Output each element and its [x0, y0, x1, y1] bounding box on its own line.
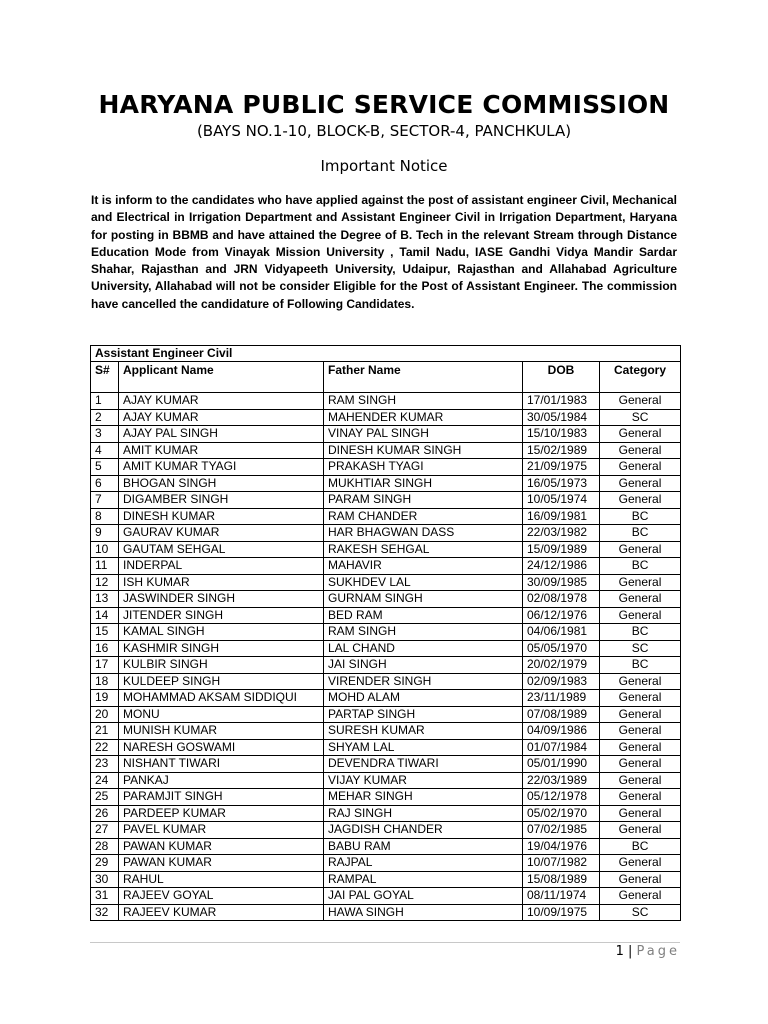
cell-applicant-name: AMIT KUMAR: [119, 442, 324, 459]
cell-category: General: [600, 772, 681, 789]
cell-father-name: JAI SINGH: [324, 657, 523, 674]
cell-category: BC: [600, 657, 681, 674]
cell-applicant-name: AMIT KUMAR TYAGI: [119, 459, 324, 476]
cell-serial: 31: [91, 888, 119, 905]
cell-serial: 4: [91, 442, 119, 459]
cell-dob: 10/05/1974: [523, 492, 600, 509]
cell-serial: 19: [91, 690, 119, 707]
column-header-father-name: Father Name: [324, 362, 523, 393]
page-footer: [616, 944, 680, 959]
cell-category: General: [600, 739, 681, 756]
cell-dob: 20/02/1979: [523, 657, 600, 674]
cell-dob: 15/02/1989: [523, 442, 600, 459]
cell-applicant-name: ISH KUMAR: [119, 574, 324, 591]
cell-dob: 04/09/1986: [523, 723, 600, 740]
cell-category: General: [600, 822, 681, 839]
cell-dob: 15/09/1989: [523, 541, 600, 558]
cell-category: General: [600, 607, 681, 624]
cell-serial: 12: [91, 574, 119, 591]
table-row: [91, 723, 681, 740]
cell-category: General: [600, 492, 681, 509]
cell-dob: 15/10/1983: [523, 426, 600, 443]
cell-serial: 15: [91, 624, 119, 641]
table-row: [91, 855, 681, 872]
column-header-serial: S#: [91, 362, 119, 393]
cell-dob: 30/05/1984: [523, 409, 600, 426]
candidates-table: [90, 345, 681, 921]
cell-applicant-name: KASHMIR SINGH: [119, 640, 324, 657]
table-row: [91, 558, 681, 575]
table-row: [91, 904, 681, 921]
address-subtitle: (BAYS NO.1-10, BLOCK-B, SECTOR-4, PANCHKULA): [196, 122, 572, 140]
cell-father-name: RAJPAL: [324, 855, 523, 872]
cell-serial: 2: [91, 409, 119, 426]
cell-applicant-name: NISHANT TIWARI: [119, 756, 324, 773]
cell-dob: 05/02/1970: [523, 805, 600, 822]
cell-category: SC: [600, 904, 681, 921]
cell-father-name: RAM SINGH: [324, 393, 523, 410]
column-header-category: Category: [600, 362, 681, 393]
cell-serial: 20: [91, 706, 119, 723]
cell-applicant-name: PARAMJIT SINGH: [119, 789, 324, 806]
table-row: [91, 508, 681, 525]
cell-father-name: MEHAR SINGH: [324, 789, 523, 806]
cell-applicant-name: JITENDER SINGH: [119, 607, 324, 624]
cell-serial: 32: [91, 904, 119, 921]
table-row: [91, 838, 681, 855]
cell-father-name: PARTAP SINGH: [324, 706, 523, 723]
table-row: [91, 442, 681, 459]
cell-serial: 11: [91, 558, 119, 575]
cell-category: General: [600, 475, 681, 492]
cell-serial: 18: [91, 673, 119, 690]
cell-serial: 30: [91, 871, 119, 888]
cell-category: SC: [600, 640, 681, 657]
cell-category: General: [600, 673, 681, 690]
cell-dob: 02/08/1978: [523, 591, 600, 608]
cell-applicant-name: INDERPAL: [119, 558, 324, 575]
cell-category: General: [600, 426, 681, 443]
table-row: [91, 772, 681, 789]
cell-applicant-name: PAWAN KUMAR: [119, 855, 324, 872]
cell-category: General: [600, 706, 681, 723]
cell-dob: 05/01/1990: [523, 756, 600, 773]
notice-heading: Important Notice: [320, 157, 448, 175]
notice-paragraph: It is inform to the candidates who have applied against the post of assistant engineer Civil, Mechanical and Electrical in Irrigation Department and Assistant Engineer Civil in Irrigation Department, Haryana for posting in BBMB and have attained the Degree of B. Tech in the relevant Stream through Distance Education Mode from Vinayak Mission University , Tamil Nadu, IASE Gandhi Vidya Mandir Sardar Shahar, Rajasthan and JRN Vidyapeeth University, Udaipur, Rajasthan and Allahabad Agriculture University, Allahabad will not be consider Eligible for the Post of Assistant Engineer. The commission have cancelled the candidature of Following Candidates.: [91, 193, 677, 311]
page-separator: |: [627, 944, 633, 959]
cell-serial: 10: [91, 541, 119, 558]
cell-category: General: [600, 442, 681, 459]
table-row: [91, 475, 681, 492]
cell-category: General: [600, 574, 681, 591]
table-row: [91, 409, 681, 426]
table-row: [91, 706, 681, 723]
table-row: [91, 624, 681, 641]
cell-serial: 5: [91, 459, 119, 476]
table-row: [91, 805, 681, 822]
cell-dob: 22/03/1982: [523, 525, 600, 542]
cell-serial: 21: [91, 723, 119, 740]
cell-category: General: [600, 690, 681, 707]
cell-serial: 17: [91, 657, 119, 674]
cell-category: General: [600, 541, 681, 558]
cell-dob: 21/09/1975: [523, 459, 600, 476]
cell-category: General: [600, 805, 681, 822]
cell-dob: 16/05/1973: [523, 475, 600, 492]
cell-serial: 24: [91, 772, 119, 789]
table-row: [91, 789, 681, 806]
cell-applicant-name: RAJEEV GOYAL: [119, 888, 324, 905]
cell-category: General: [600, 855, 681, 872]
cell-dob: 16/09/1981: [523, 508, 600, 525]
cell-father-name: RAM CHANDER: [324, 508, 523, 525]
cell-applicant-name: MUNISH KUMAR: [119, 723, 324, 740]
cell-applicant-name: NARESH GOSWAMI: [119, 739, 324, 756]
cell-category: General: [600, 789, 681, 806]
table-row: [91, 888, 681, 905]
cell-dob: 01/07/1984: [523, 739, 600, 756]
cell-father-name: MOHD ALAM: [324, 690, 523, 707]
cell-father-name: BED RAM: [324, 607, 523, 624]
cell-applicant-name: GAURAV KUMAR: [119, 525, 324, 542]
table-row: [91, 492, 681, 509]
table-row: [91, 607, 681, 624]
cell-father-name: LAL CHAND: [324, 640, 523, 657]
cell-applicant-name: AJAY KUMAR: [119, 393, 324, 410]
cell-category: General: [600, 459, 681, 476]
cell-serial: 28: [91, 838, 119, 855]
cell-dob: 05/05/1970: [523, 640, 600, 657]
table-row: [91, 426, 681, 443]
cell-applicant-name: GAUTAM SEHGAL: [119, 541, 324, 558]
cell-category: General: [600, 723, 681, 740]
cell-applicant-name: AJAY PAL SINGH: [119, 426, 324, 443]
document-title: HARYANA PUBLIC SERVICE COMMISSION: [98, 90, 670, 119]
cell-applicant-name: MONU: [119, 706, 324, 723]
cell-category: BC: [600, 838, 681, 855]
footer-divider: [90, 942, 680, 943]
cell-category: General: [600, 888, 681, 905]
table-row: [91, 574, 681, 591]
table-row: [91, 690, 681, 707]
table-row: [91, 871, 681, 888]
cell-father-name: GURNAM SINGH: [324, 591, 523, 608]
column-header-applicant-name: Applicant Name: [119, 362, 324, 393]
cell-applicant-name: PAWAN KUMAR: [119, 838, 324, 855]
cell-father-name: RAJ SINGH: [324, 805, 523, 822]
cell-dob: 02/09/1983: [523, 673, 600, 690]
table-row: [91, 756, 681, 773]
cell-dob: 04/06/1981: [523, 624, 600, 641]
cell-category: BC: [600, 624, 681, 641]
table-row: [91, 657, 681, 674]
table-header-row: [91, 362, 681, 393]
cell-category: General: [600, 871, 681, 888]
cell-father-name: DEVENDRA TIWARI: [324, 756, 523, 773]
cell-dob: 30/09/1985: [523, 574, 600, 591]
cell-dob: 10/07/1982: [523, 855, 600, 872]
table-row: [91, 525, 681, 542]
cell-father-name: MAHENDER KUMAR: [324, 409, 523, 426]
cell-dob: 07/08/1989: [523, 706, 600, 723]
cell-serial: 13: [91, 591, 119, 608]
table-caption: Assistant Engineer Civil: [91, 346, 681, 362]
cell-dob: 17/01/1983: [523, 393, 600, 410]
cell-serial: 7: [91, 492, 119, 509]
cell-applicant-name: DINESH KUMAR: [119, 508, 324, 525]
cell-father-name: BABU RAM: [324, 838, 523, 855]
table-row: [91, 393, 681, 410]
cell-dob: 22/03/1989: [523, 772, 600, 789]
cell-dob: 06/12/1976: [523, 607, 600, 624]
cell-dob: 08/11/1974: [523, 888, 600, 905]
cell-dob: 24/12/1986: [523, 558, 600, 575]
table-row: [91, 739, 681, 756]
cell-serial: 1: [91, 393, 119, 410]
cell-category: General: [600, 756, 681, 773]
cell-applicant-name: KAMAL SINGH: [119, 624, 324, 641]
cell-applicant-name: RAJEEV KUMAR: [119, 904, 324, 921]
table-row: [91, 541, 681, 558]
cell-applicant-name: DIGAMBER SINGH: [119, 492, 324, 509]
cell-applicant-name: PARDEEP KUMAR: [119, 805, 324, 822]
page-label: Page: [636, 944, 680, 959]
cell-dob: 07/02/1985: [523, 822, 600, 839]
cell-serial: 26: [91, 805, 119, 822]
cell-category: BC: [600, 558, 681, 575]
cell-applicant-name: PAVEL KUMAR: [119, 822, 324, 839]
cell-dob: 19/04/1976: [523, 838, 600, 855]
page-number: 1: [615, 944, 624, 959]
cell-father-name: RAKESH SEHGAL: [324, 541, 523, 558]
cell-category: General: [600, 591, 681, 608]
cell-father-name: VINAY PAL SINGH: [324, 426, 523, 443]
cell-dob: 23/11/1989: [523, 690, 600, 707]
column-header-dob: DOB: [523, 362, 600, 393]
cell-serial: 9: [91, 525, 119, 542]
cell-applicant-name: AJAY KUMAR: [119, 409, 324, 426]
table-row: [91, 459, 681, 476]
cell-father-name: RAM SINGH: [324, 624, 523, 641]
cell-father-name: JAI PAL GOYAL: [324, 888, 523, 905]
cell-applicant-name: KULDEEP SINGH: [119, 673, 324, 690]
table-row: [91, 640, 681, 657]
cell-category: BC: [600, 525, 681, 542]
cell-applicant-name: JASWINDER SINGH: [119, 591, 324, 608]
cell-applicant-name: BHOGAN SINGH: [119, 475, 324, 492]
cell-category: General: [600, 393, 681, 410]
cell-father-name: MUKHTIAR SINGH: [324, 475, 523, 492]
cell-serial: 29: [91, 855, 119, 872]
table-row: [91, 591, 681, 608]
cell-dob: 15/08/1989: [523, 871, 600, 888]
cell-father-name: VIRENDER SINGH: [324, 673, 523, 690]
cell-serial: 8: [91, 508, 119, 525]
cell-father-name: PRAKASH TYAGI: [324, 459, 523, 476]
cell-father-name: VIJAY KUMAR: [324, 772, 523, 789]
cell-father-name: MAHAVIR: [324, 558, 523, 575]
table-row: [91, 822, 681, 839]
cell-applicant-name: PANKAJ: [119, 772, 324, 789]
cell-father-name: SURESH KUMAR: [324, 723, 523, 740]
cell-serial: 16: [91, 640, 119, 657]
cell-category: SC: [600, 409, 681, 426]
cell-father-name: HAWA SINGH: [324, 904, 523, 921]
cell-father-name: HAR BHAGWAN DASS: [324, 525, 523, 542]
cell-father-name: DINESH KUMAR SINGH: [324, 442, 523, 459]
cell-serial: 22: [91, 739, 119, 756]
cell-serial: 14: [91, 607, 119, 624]
table-row: [91, 673, 681, 690]
cell-serial: 3: [91, 426, 119, 443]
cell-father-name: SUKHDEV LAL: [324, 574, 523, 591]
cell-applicant-name: RAHUL: [119, 871, 324, 888]
cell-father-name: PARAM SINGH: [324, 492, 523, 509]
cell-applicant-name: KULBIR SINGH: [119, 657, 324, 674]
cell-applicant-name: MOHAMMAD AKSAM SIDDIQUI: [119, 690, 324, 707]
cell-category: BC: [600, 508, 681, 525]
cell-serial: 23: [91, 756, 119, 773]
cell-dob: 05/12/1978: [523, 789, 600, 806]
cell-father-name: SHYAM LAL: [324, 739, 523, 756]
cell-serial: 27: [91, 822, 119, 839]
cell-father-name: RAMPAL: [324, 871, 523, 888]
table-body: [91, 393, 681, 921]
cell-father-name: JAGDISH CHANDER: [324, 822, 523, 839]
cell-serial: 6: [91, 475, 119, 492]
cell-serial: 25: [91, 789, 119, 806]
cell-dob: 10/09/1975: [523, 904, 600, 921]
